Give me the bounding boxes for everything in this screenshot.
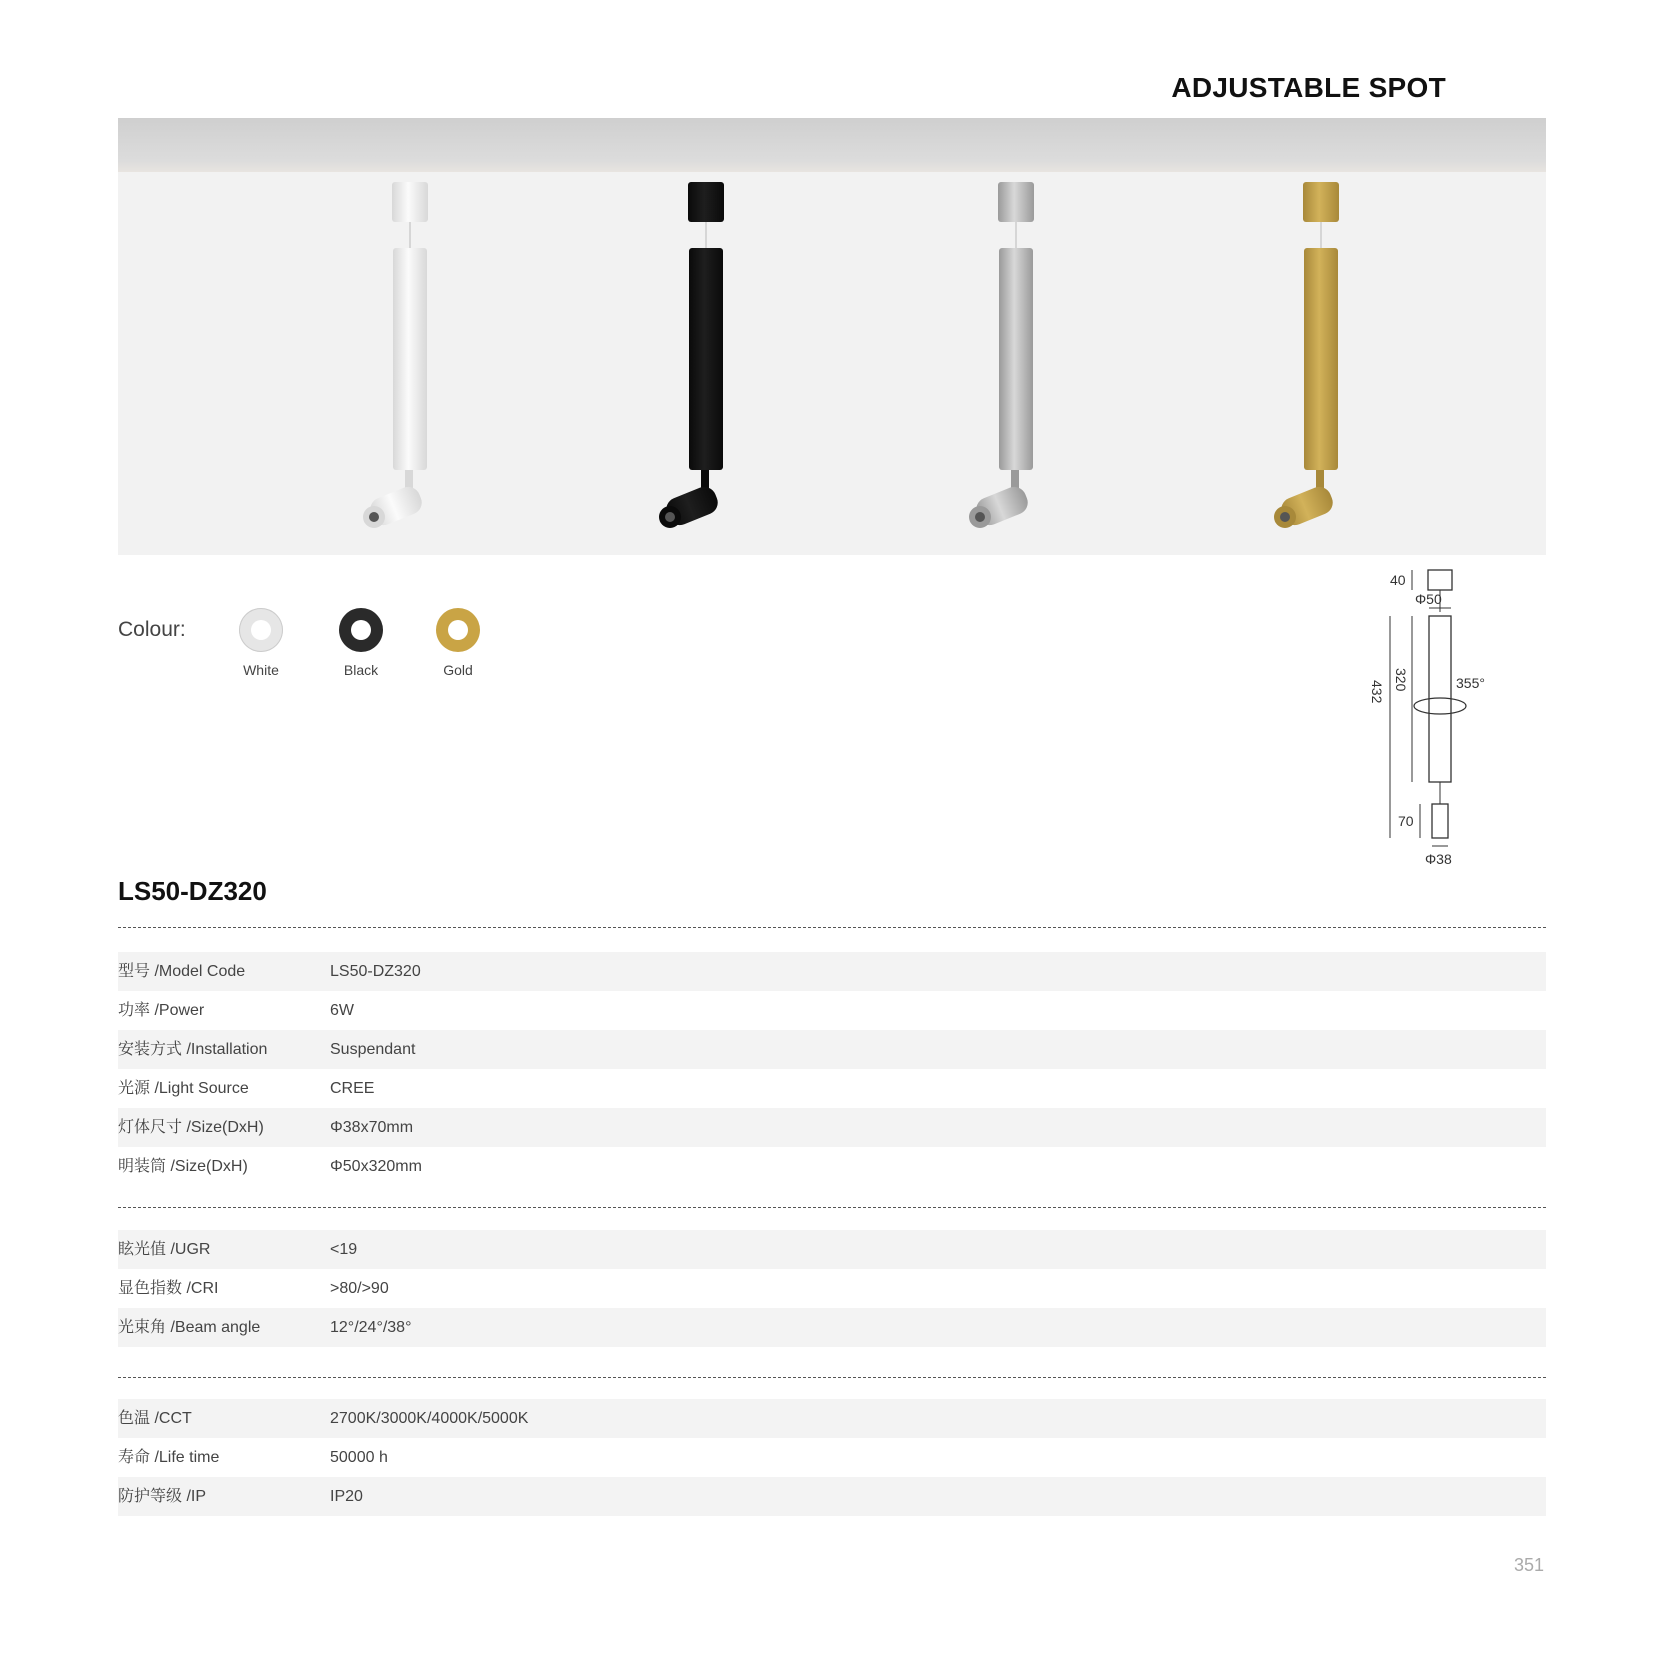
spec-label: 防护等级 /IP — [118, 1488, 207, 1505]
dim-355: 355° — [1456, 675, 1485, 691]
spec-value: Suspendant — [330, 1041, 416, 1058]
swatch-name: Gold — [443, 662, 473, 678]
divider — [118, 1377, 1546, 1378]
canopy — [392, 182, 428, 222]
tube — [689, 248, 723, 470]
tube — [1304, 248, 1338, 470]
spec-label: 寿命 /Life time — [118, 1449, 220, 1466]
model-title: LS50-DZ320 — [118, 876, 267, 906]
tube-outline — [1429, 616, 1451, 782]
divider — [118, 1207, 1546, 1208]
ceiling-band — [118, 118, 1546, 172]
spot-lens — [665, 512, 675, 522]
swatch-disc — [339, 608, 383, 652]
spec-row — [118, 1069, 1546, 1108]
canopy-outline — [1428, 570, 1452, 590]
colour-swatch-white — [216, 608, 306, 678]
spec-value: <19 — [330, 1241, 358, 1258]
swatch-disc — [239, 608, 283, 652]
spec-label: 灯体尺寸 /Size(DxH) — [118, 1119, 264, 1136]
dim-40: 40 — [1390, 572, 1406, 588]
spec-row — [118, 1438, 1546, 1477]
rotation-ellipse — [1414, 698, 1466, 714]
spec-row — [118, 1030, 1546, 1069]
canopy — [688, 182, 724, 222]
product-photo — [118, 118, 1546, 555]
spec-value: IP20 — [330, 1488, 363, 1505]
spec-group-3 — [118, 1399, 1546, 1516]
divider — [118, 927, 1546, 928]
spec-label: 光源 /Light Source — [118, 1080, 249, 1097]
spec-value: LS50-DZ320 — [330, 963, 421, 980]
colour-swatch-gold — [413, 608, 503, 678]
spot-lens — [369, 512, 379, 522]
fixture-silver — [956, 182, 1076, 554]
spec-row — [118, 1269, 1546, 1308]
head-outline — [1432, 804, 1448, 838]
spot-lens — [1280, 512, 1290, 522]
spec-label: 色温 /CCT — [118, 1410, 192, 1427]
spec-label: 明装筒 /Size(DxH) — [118, 1158, 248, 1175]
swatch-name: White — [243, 662, 279, 678]
swatch-name: Black — [343, 662, 379, 678]
spec-group-1 — [118, 952, 1546, 1186]
spec-label: 显色指数 /CRI — [118, 1280, 219, 1297]
colour-swatch-black — [316, 608, 406, 678]
dim-432: 432 — [1369, 680, 1385, 704]
spec-label: 功率 /Power — [118, 1002, 205, 1019]
dimension-drawing — [1350, 560, 1500, 870]
swatch-disc — [436, 608, 480, 652]
spec-value: 2700K/3000K/4000K/5000K — [330, 1410, 529, 1427]
colour-label: Colour: — [118, 618, 186, 641]
tube — [999, 248, 1033, 470]
spec-value: CREE — [330, 1080, 375, 1097]
spec-value: Φ38x70mm — [330, 1119, 414, 1136]
spec-row — [118, 1230, 1546, 1269]
tube — [393, 248, 427, 470]
dim-phi50: Φ50 — [1415, 591, 1442, 607]
page-number: 351 — [1513, 1555, 1544, 1575]
dim-phi38: Φ38 — [1425, 851, 1452, 867]
spot-lens — [975, 512, 985, 522]
spec-value: >80/>90 — [330, 1280, 389, 1297]
spec-label: 型号 /Model Code — [118, 963, 246, 980]
spec-row — [118, 991, 1546, 1030]
spec-row — [118, 952, 1546, 991]
spec-row — [118, 1147, 1546, 1186]
spec-row — [118, 1399, 1546, 1438]
page-title: ADJUSTABLE SPOT — [1171, 72, 1446, 103]
dim-70: 70 — [1398, 813, 1414, 829]
spec-value: Φ50x320mm — [330, 1158, 422, 1175]
spec-label: 安装方式 /Installation — [118, 1041, 268, 1058]
spec-label: 眩光值 /UGR — [118, 1241, 211, 1258]
spec-value: 12°/24°/38° — [330, 1319, 412, 1336]
canopy — [998, 182, 1034, 222]
fixture-black — [646, 182, 766, 554]
canopy — [1303, 182, 1339, 222]
spec-value: 6W — [330, 1002, 354, 1019]
spec-row — [118, 1308, 1546, 1347]
spec-value: 50000 h — [330, 1449, 388, 1466]
spec-group-2 — [118, 1230, 1546, 1347]
fixture-white — [350, 182, 470, 554]
spec-label: 光束角 /Beam angle — [118, 1319, 261, 1336]
spec-row — [118, 1108, 1546, 1147]
fixture-gold — [1261, 182, 1381, 554]
spec-row — [118, 1477, 1546, 1516]
dim-320: 320 — [1393, 668, 1409, 692]
